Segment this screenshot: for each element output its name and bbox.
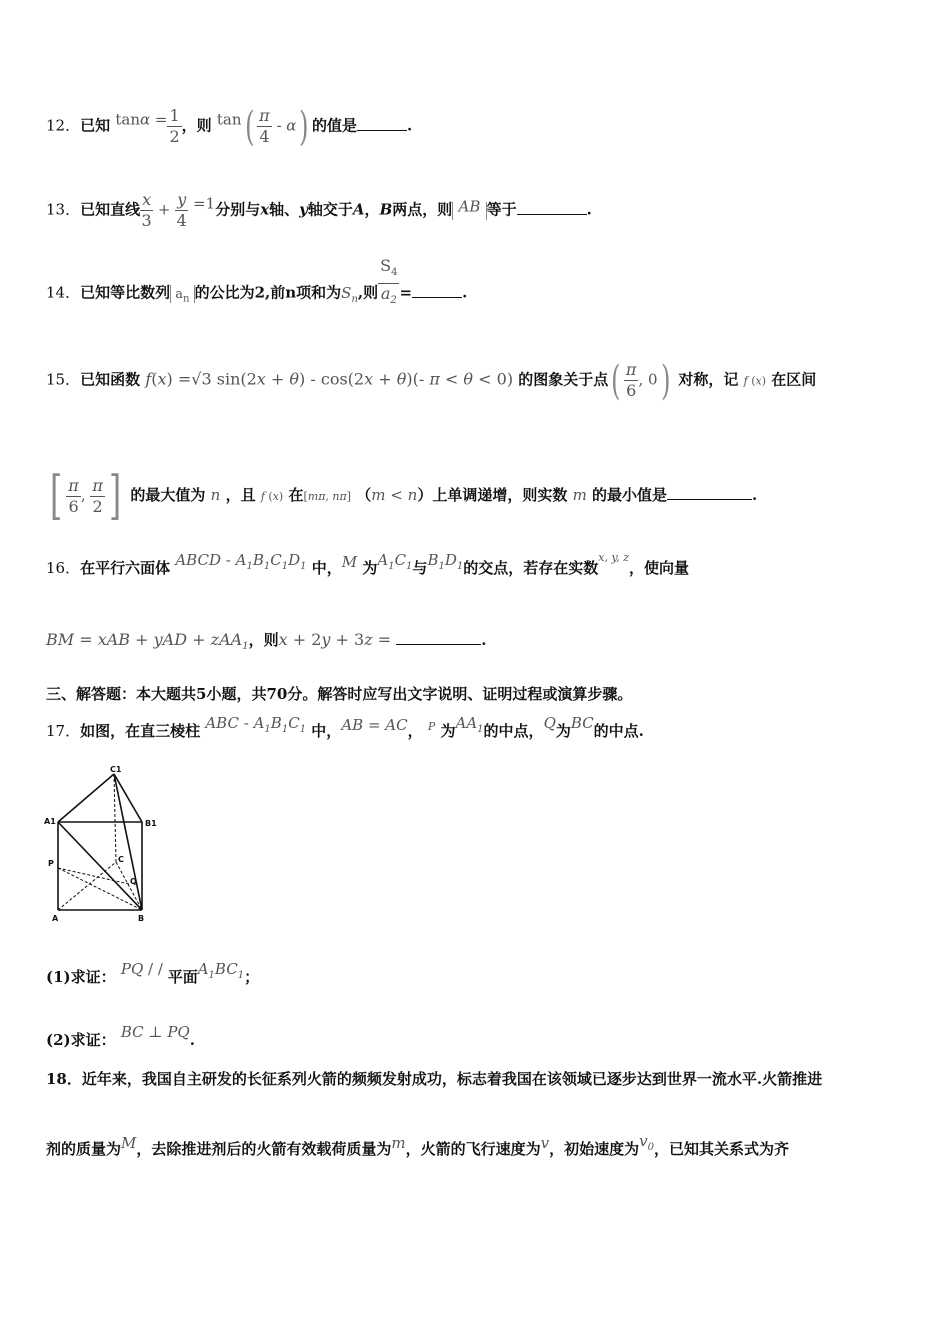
figure-label: B1 (145, 819, 157, 828)
question-17-part-2: (2)求证： BC ⊥ PQ. (46, 1023, 195, 1049)
text: 轴、 (269, 200, 300, 219)
text: 为 (362, 559, 378, 577)
question-number: 17． (46, 722, 81, 740)
text: 的最小值是 (592, 486, 668, 504)
text: ，且 (225, 486, 256, 504)
question-17: 17．如图，在直三棱柱 ABC - $A_1B_1C_1$ 中，AB = AC， $^P$ 为$AA_1$的中点，Q为BC的中点. (46, 714, 644, 740)
question-12: 12．已知 tanα = $\frac{1}{2}$ ，则 tan( $\frac{\pi}{4}$ - α) 的值是 . (46, 103, 413, 150)
text: ，初始速度为 (549, 1140, 640, 1158)
text: . (481, 631, 487, 649)
text: ，去除推进剂后的火箭有效载荷质量为 (136, 1140, 392, 1158)
question-17-part-1: (1)求证： PQ / / 平面$A_1BC_1$； (46, 960, 260, 986)
text: 与 (412, 559, 428, 577)
text: 为 (440, 722, 456, 740)
text: ）上单调递增，则实数 (417, 486, 568, 504)
text: 已知 (80, 116, 111, 135)
text: 分别与 (215, 200, 261, 219)
figure-label: A1 (44, 817, 56, 826)
text: ,则 (357, 283, 379, 302)
question-15: 15．已知函数 f(x) =√3 sin(2x + θ) - cos(2x + θ)(- π < θ < 0) 的图象关于点( $\frac{\pi}{6}$ , 0) 对称，记 f (x) 在区间 (46, 357, 817, 404)
figure-label: C (118, 855, 124, 864)
text: 的值是 (312, 116, 358, 135)
text: x (260, 200, 270, 219)
text: 的最大值为 (130, 486, 206, 504)
text: （ (356, 486, 372, 504)
text: ， (364, 200, 380, 219)
text: 已知直线 (80, 200, 141, 219)
text: . (462, 283, 468, 302)
answer-blank[interactable] (396, 643, 481, 645)
question-number: 14． (46, 283, 81, 302)
text: 的中点. (593, 722, 644, 740)
text: 如图，在直三棱柱 (80, 722, 201, 740)
text: 在区间 (771, 370, 817, 389)
text: ； (244, 968, 260, 986)
question-number: 13． (46, 200, 81, 219)
text: B (379, 200, 393, 219)
text: A (352, 200, 365, 219)
text: 在平行六面体 (80, 559, 171, 577)
text: . (407, 116, 413, 135)
text: 两点，则 (392, 200, 453, 219)
question-16-line-2: BM = xAB + yAD + zAA$_1$，则x + 2y + 3z = . (46, 630, 487, 653)
section-heading: 三、解答题：本大题共5小题，共70分。解答时应写出文字说明、证明过程或演算步骤。 (46, 685, 633, 703)
text: 等于 (486, 200, 517, 219)
answer-blank[interactable] (357, 129, 407, 131)
answer-blank[interactable] (517, 213, 587, 215)
text: ， (407, 722, 423, 740)
question-16: 16．在平行六面体 ABCD - $A_1B_1C_1D_1$ 中，M 为$A_1C_1$与$B_1D_1$的交点，若存在实数$^{x, y, z}$，使向量 (46, 551, 690, 577)
text: 的公比为2,前n项和为 (194, 283, 342, 302)
answer-blank[interactable] (412, 296, 462, 298)
text: . (752, 486, 758, 504)
text: 轴交于 (307, 200, 353, 219)
text: y (299, 200, 308, 219)
text: = (399, 283, 413, 302)
text: 剂的质量为 (46, 1140, 122, 1158)
text: 平面 (167, 968, 198, 986)
text: ，则 (181, 116, 212, 135)
text: (1)求证： (46, 968, 116, 986)
text: ，则 (248, 631, 279, 649)
answer-blank[interactable] (667, 498, 752, 500)
text: 已知等比数列 (80, 283, 171, 302)
figure-label: Q (130, 877, 137, 886)
text: 中， (311, 722, 342, 740)
text: . (586, 200, 592, 219)
question-number: 16． (46, 559, 81, 577)
figure-label: P (48, 859, 54, 868)
text: 已知函数 (80, 370, 141, 389)
question-14: 14．已知等比数列 $a_n$ 的公比为2,前n项和为$S_n$,则 $\frac{S_4}{a_2}$ = . (46, 256, 468, 307)
text: 的中点， (483, 722, 544, 740)
text: ，火箭的飞行速度为 (405, 1140, 541, 1158)
question-number: 15． (46, 370, 81, 389)
text: ，使向量 (629, 559, 690, 577)
text: 为 (555, 722, 571, 740)
figure-label: A (52, 914, 59, 922)
text: 中， (311, 559, 342, 577)
question-18-line-2: 剂的质量为M，去除推进剂后的火箭有效载荷质量为m，火箭的飞行速度为v，初始速度为$v_0$，已知其关系式为齐 (46, 1132, 790, 1158)
question-18-line-1: 18．近年来，我国自主研发的长征系列火箭的频频发射成功，标志着我国在该领域已逐步达到世界一流水平.火箭推进 (46, 1070, 823, 1088)
figure-label: C1 (110, 765, 122, 774)
question-number: 12． (46, 116, 81, 135)
text: 的图象关于点 (518, 370, 609, 389)
text: . (189, 1031, 195, 1049)
question-15-line-2: [ $\frac{\pi}{6}$ , $\frac{\pi}{2}$ ] 的最大值为 n ，且 f (x) 在[mπ, nπ] （m < n）上单调递增，则实数 m 的最小值是 . (50, 466, 758, 526)
prism-figure (44, 764, 164, 922)
text: (2)求证： (46, 1031, 116, 1049)
text: 的交点，若存在实数 (463, 559, 599, 577)
question-13: 13．已知直线 $\frac{x}{3}$ + $\frac{y}{4}$ =1分别与x轴、y轴交于A，B两点，则 AB 等于 . (46, 190, 592, 230)
text: 在 (288, 486, 304, 504)
text: ，已知其关系式为齐 (654, 1140, 790, 1158)
figure-label: B (138, 914, 145, 922)
text: 对称，记 (678, 370, 739, 389)
